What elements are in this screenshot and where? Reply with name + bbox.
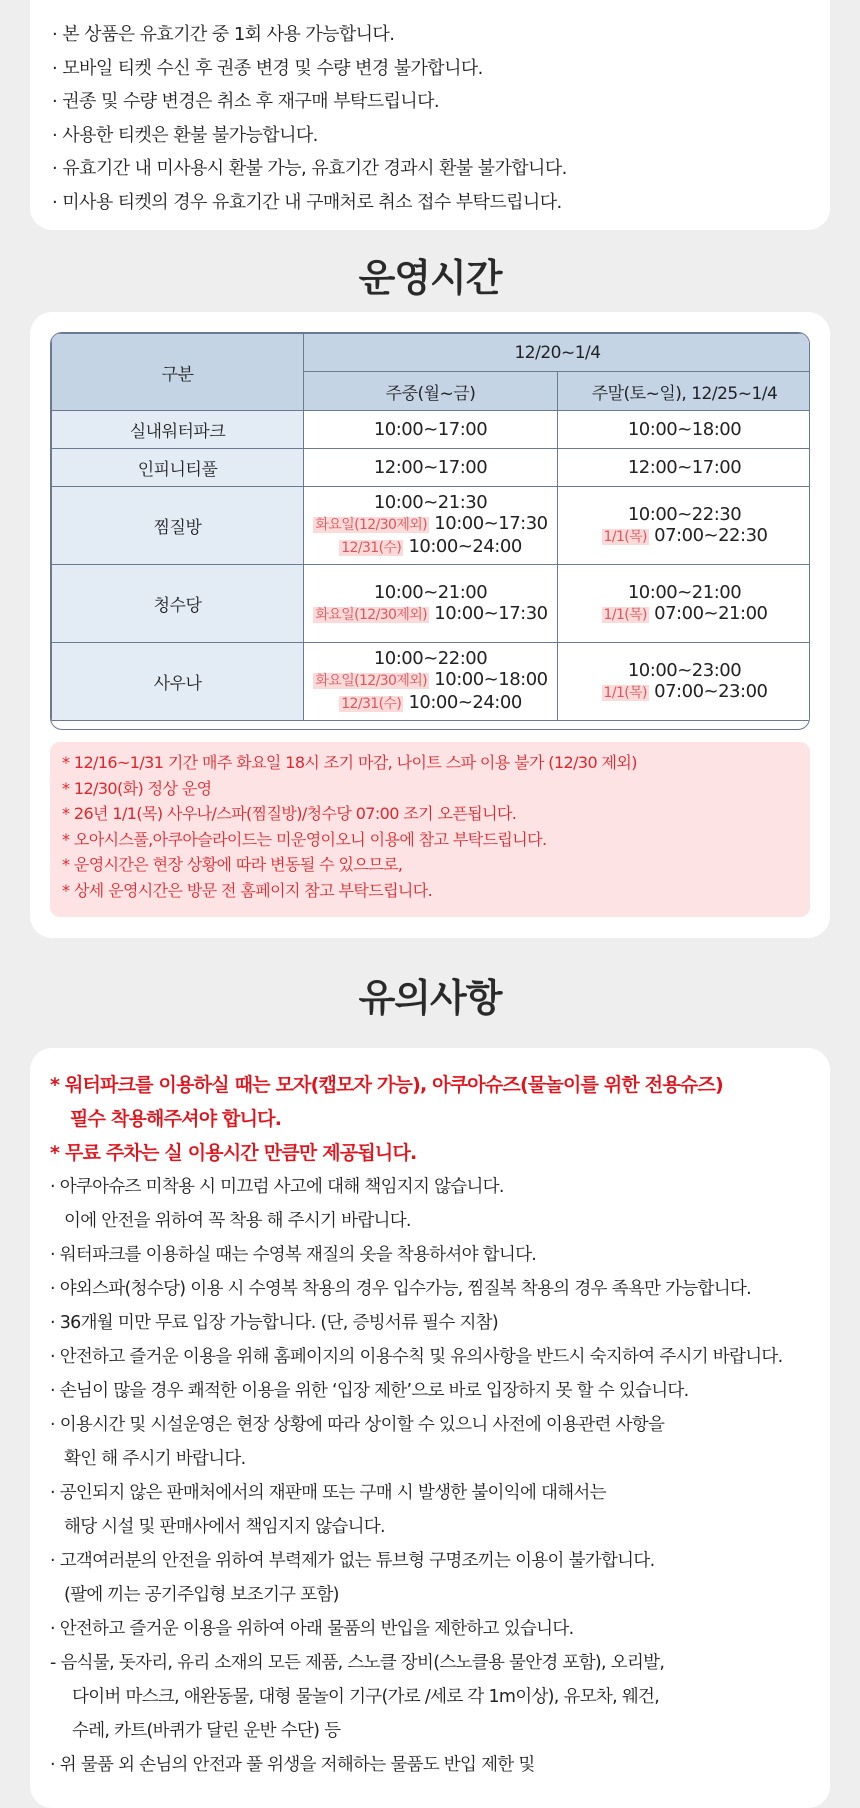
note-line: (팔에 끼는 공기주입형 보조기구 포함) (64, 1585, 339, 1605)
hours-line (304, 457, 557, 478)
weekend-hours-cell (558, 643, 811, 721)
hours-time: 10:00~21:00 (373, 581, 488, 603)
hours-line (304, 603, 557, 626)
hours-notice-item: * 26년 1/1(목) 사우나/스파(찜질방)/청수당 07:00 조기 오픈됩니다. (62, 804, 517, 823)
hours-line (558, 419, 810, 440)
hours-time: 07:00~22:30 (648, 524, 768, 546)
hours-time: 10:00~21:30 (373, 492, 488, 513)
header-period: 12/20~1/4 (304, 334, 811, 372)
note-line: · 아쿠아슈즈 미착용 시 미끄럼 사고에 대해 책임지지 않습니다. (50, 1177, 504, 1197)
usage-rule-item: · 권종 및 수량 변경은 취소 후 재구매 부탁드립니다. (52, 91, 439, 112)
facility-name: 실내워터파크 (52, 411, 304, 449)
hours-time: 07:00~23:00 (648, 680, 768, 702)
weekend-hours-cell (558, 487, 811, 565)
weekday-hours-cell (304, 487, 558, 565)
hours-section-title: 운영시간 (358, 256, 502, 300)
note-line: · 공인되지 않은 판매처에서의 재판매 또는 구매 시 발생한 불이익에 대해서는 (50, 1483, 606, 1503)
hours-time: 10:00~18:00 (627, 419, 742, 440)
header-weekday: 주중(월~금) (304, 372, 558, 411)
hours-time: 10:00~24:00 (403, 536, 522, 557)
hours-notice-item: * 12/16~1/31 기간 매주 화요일 18시 조기 마감, 나이트 스파 이용 불가 (12/30 제외) (62, 753, 637, 772)
hours-line (558, 525, 810, 548)
weekday-hours-cell (304, 643, 558, 721)
hours-line (304, 513, 557, 536)
note-line: · 36개월 미만 무료 입장 가능합니다. (단, 증빙서류 필수 지참) (50, 1313, 498, 1333)
notes-list (50, 1068, 810, 1782)
note-line: · 안전하고 즐거운 이용을 위해 홈페이지의 이용수칙 및 유의사항을 반드시 숙지하여 주시기 바랍니다. (50, 1347, 783, 1367)
facility-name: 사우나 (52, 643, 304, 721)
hours-time: 07:00~21:00 (648, 602, 768, 624)
special-day-tag: 1/1(목) (603, 684, 647, 701)
note-line: 이에 안전을 위하여 꼭 착용 해 주시기 바랍니다. (64, 1211, 411, 1231)
hours-line (558, 603, 810, 626)
hours-line (304, 419, 557, 440)
special-day-tag: 화요일(12/30제외) (315, 517, 428, 533)
hours-time: 10:00~22:00 (373, 648, 488, 669)
special-day-tag: 화요일(12/30제외) (315, 673, 428, 689)
facility-name: 청수당 (52, 565, 304, 643)
hours-line (304, 648, 557, 669)
note-line: · 안전하고 즐거운 이용을 위하여 아래 물품의 반입을 제한하고 있습니다. (50, 1619, 574, 1639)
note-line: 확인 해 주시기 바랍니다. (64, 1449, 246, 1469)
note-line: · 위 물품 외 손님의 안전과 풀 위생을 저해하는 물품도 반입 제한 및 (50, 1755, 535, 1775)
warning-line: * 무료 주차는 실 이용시간 만큼만 제공됩니다. (50, 1142, 417, 1164)
note-line: · 야외스파(청수당) 이용 시 수영복 착용의 경우 입수가능, 찜질복 착용의 경우 족욕만 가능합니다. (50, 1279, 751, 1299)
hours-line (304, 692, 557, 715)
hours-line (558, 681, 810, 704)
weekday-hours-cell (304, 411, 558, 449)
hours-line (558, 457, 810, 478)
usage-rule-item: · 사용한 티켓은 환불 불가능합니다. (52, 124, 318, 146)
hours-line (304, 536, 557, 559)
usage-rule-item: · 모바일 티켓 수신 후 권종 변경 및 수량 변경 불가합니다. (52, 57, 483, 79)
hours-line (558, 582, 810, 603)
hours-time: 10:00~18:00 (429, 669, 548, 690)
note-line: 다이버 마스크, 애완동물, 대형 물놀이 기구(가로 /세로 각 1m이상), 유모차, 웨건, (72, 1687, 660, 1707)
hours-notice-list (62, 750, 798, 903)
note-line: 해당 시설 및 판매사에서 책임지지 않습니다. (64, 1517, 385, 1537)
hours-time: 10:00~17:30 (429, 513, 548, 534)
note-line: - 음식물, 돗자리, 유리 소재의 모든 제품, 스노클 장비(스노클용 물안경 포함), 오리발, (50, 1653, 665, 1673)
hours-card (30, 312, 830, 938)
facility-name: 인피니티풀 (52, 449, 304, 487)
weekend-hours-cell (558, 565, 811, 643)
hours-time: 10:00~21:00 (627, 581, 742, 603)
usage-rule-item: · 유효기간 내 미사용시 환불 가능, 유효기간 경과시 환불 불가합니다. (52, 158, 567, 179)
hours-line (304, 669, 557, 692)
header-weekend: 주말(토~일), 12/25~1/4 (558, 372, 811, 411)
hours-row (52, 565, 811, 643)
notes-section-title: 유의사항 (358, 976, 502, 1020)
hours-time: 12:00~17:00 (627, 457, 742, 478)
hours-row (52, 411, 811, 449)
hours-time: 10:00~22:30 (627, 503, 742, 525)
header-category: 구분 (52, 334, 304, 411)
hours-time: 10:00~23:00 (627, 659, 742, 681)
note-line: · 이용시간 및 시설운영은 현장 상황에 따라 상이할 수 있으니 사전에 이용관련 사항을 (50, 1415, 665, 1435)
facility-name: 찜질방 (52, 487, 304, 565)
special-day-tag: 12/31(수) (341, 696, 402, 712)
warning-line: 필수 착용해주셔야 합니다. (70, 1108, 282, 1130)
weekday-hours-cell (304, 449, 558, 487)
hours-line (304, 492, 557, 513)
special-day-tag: 1/1(목) (603, 606, 647, 623)
weekend-hours-cell (558, 411, 811, 449)
weekday-hours-cell (304, 565, 558, 643)
hours-line (304, 582, 557, 603)
usage-rules-list (52, 18, 808, 219)
warning-line: * 워터파크를 이용하실 때는 모자(캡모자 가능), 아쿠아슈즈(물놀이를 위한 전용슈즈) (50, 1074, 723, 1096)
note-line: · 고객여러분의 안전을 위하여 부력제가 없는 튜브형 구명조끼는 이용이 불가합니다. (50, 1551, 655, 1571)
hours-notice-item: * 오아시스풀,아쿠아슬라이드는 미운영이오니 이용에 참고 부탁드립니다. (62, 829, 547, 849)
note-line: · 워터파크를 이용하실 때는 수영복 재질의 옷을 착용하셔야 합니다. (50, 1245, 537, 1265)
usage-rules-card (30, 0, 830, 230)
hours-time: 10:00~17:30 (429, 602, 548, 624)
hours-notice-item: * 12/30(화) 정상 운영 (62, 778, 212, 798)
special-day-tag: 12/31(수) (341, 540, 402, 556)
hours-time: 10:00~24:00 (403, 692, 522, 713)
special-day-tag: 1/1(목) (603, 528, 647, 545)
hours-notice-item: * 상세 운영시간은 방문 전 홈페이지 참고 부탁드립니다. (62, 880, 433, 900)
notes-card (30, 1048, 830, 1808)
hours-line (558, 504, 810, 525)
note-line: · 손님이 많을 경우 쾌적한 이용을 위한 ‘입장 제한’으로 바로 입장하지 못 할 수 있습니다. (50, 1381, 689, 1401)
weekend-hours-cell (558, 449, 811, 487)
special-day-tag: 화요일(12/30제외) (315, 606, 428, 623)
hours-table (50, 332, 810, 730)
hours-time: 10:00~17:00 (373, 419, 488, 440)
hours-line (558, 660, 810, 681)
note-line: 수레, 카트(바퀴가 달린 운반 수단) 등 (72, 1721, 341, 1741)
usage-rule-item: · 본 상품은 유효기간 중 1회 사용 가능합니다. (52, 24, 395, 45)
hours-time: 12:00~17:00 (373, 457, 488, 478)
hours-notice-item: * 운영시간은 현장 상황에 따라 변동될 수 있으므로, (62, 855, 403, 874)
hours-row (52, 449, 811, 487)
hours-row (52, 643, 811, 721)
usage-rule-item: · 미사용 티켓의 경우 유효기간 내 구매처로 취소 접수 부탁드립니다. (52, 191, 562, 213)
hours-row (52, 487, 811, 565)
hours-notice-box (50, 742, 810, 917)
